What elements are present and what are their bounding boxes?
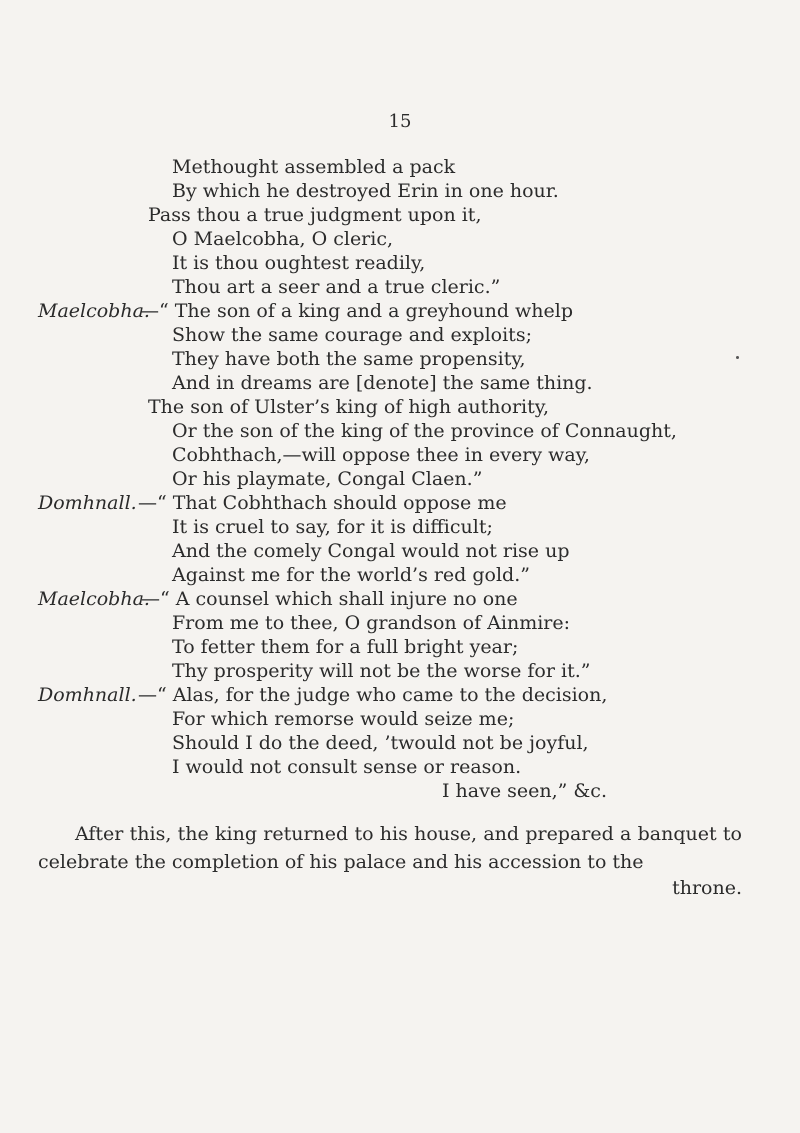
verse-line: From me to thee, O grandson of Ainmire: [172, 612, 571, 634]
print-speck [736, 356, 739, 359]
verse-line: It is cruel to say, for it is difficult; [172, 516, 493, 538]
verse-line: By which he destroyed Erin in one hour. [172, 180, 559, 202]
verse-line: O Maelcobha, O cleric, [172, 228, 394, 250]
verse-line: I would not consult sense or reason. [172, 756, 522, 778]
verse-line: Thy prosperity will not be the worse for it.” [172, 660, 591, 682]
speaker-label: Domhnall. [38, 492, 137, 514]
verse-line: Should I do the deed, ’twould not be joyful, [172, 732, 589, 754]
prose-paragraph: After this, the king returned to his house, and prepared a banquet to celebrate the completion of his palace and his accession to the [38, 823, 742, 873]
verse-line: —“ The son of a king and a greyhound whelp [140, 300, 574, 322]
verse-line: Or his playmate, Congal Claen.” [172, 468, 483, 490]
verse-line: They have both the same propensity, [172, 348, 526, 370]
verse-line: Thou art a seer and a true cleric.” [172, 276, 501, 298]
verse-line: —“ A counsel which shall injure no one [141, 588, 518, 610]
verse-line: —“ That Cobhthach should oppose me [138, 492, 507, 514]
speaker-label: Domhnall. [38, 684, 137, 706]
verse-line: And in dreams are [denote] the same thing. [172, 372, 593, 394]
verse-line: I have seen,” &c. [442, 780, 607, 802]
verse-line: It is thou oughtest readily, [172, 252, 426, 274]
verse-line: Methought assembled a pack [172, 156, 456, 178]
page-number: 15 [388, 111, 412, 132]
verse-line: Pass thou a true judgment upon it, [148, 204, 482, 226]
verse-line: For which remorse would seize me; [172, 708, 515, 730]
verse-line: —“ Alas, for the judge who came to the decision, [138, 684, 608, 706]
verse-line: And the comely Congal would not rise up [172, 540, 570, 562]
speaker-label: Maelcobha. [38, 300, 150, 322]
verse-line: Show the same courage and exploits; [172, 324, 532, 346]
verse-line: Against me for the world’s red gold.” [172, 564, 530, 586]
verse-line: The son of Ulster’s king of high authority, [148, 396, 550, 418]
verse-line: To fetter them for a full bright year; [172, 636, 519, 658]
prose-last-word: throne. [672, 877, 742, 899]
verse-line: Or the son of the king of the province of Connaught, [172, 420, 677, 442]
speaker-label: Maelcobha. [38, 588, 150, 610]
verse-line: Cobhthach,—will oppose thee in every way, [172, 444, 590, 466]
